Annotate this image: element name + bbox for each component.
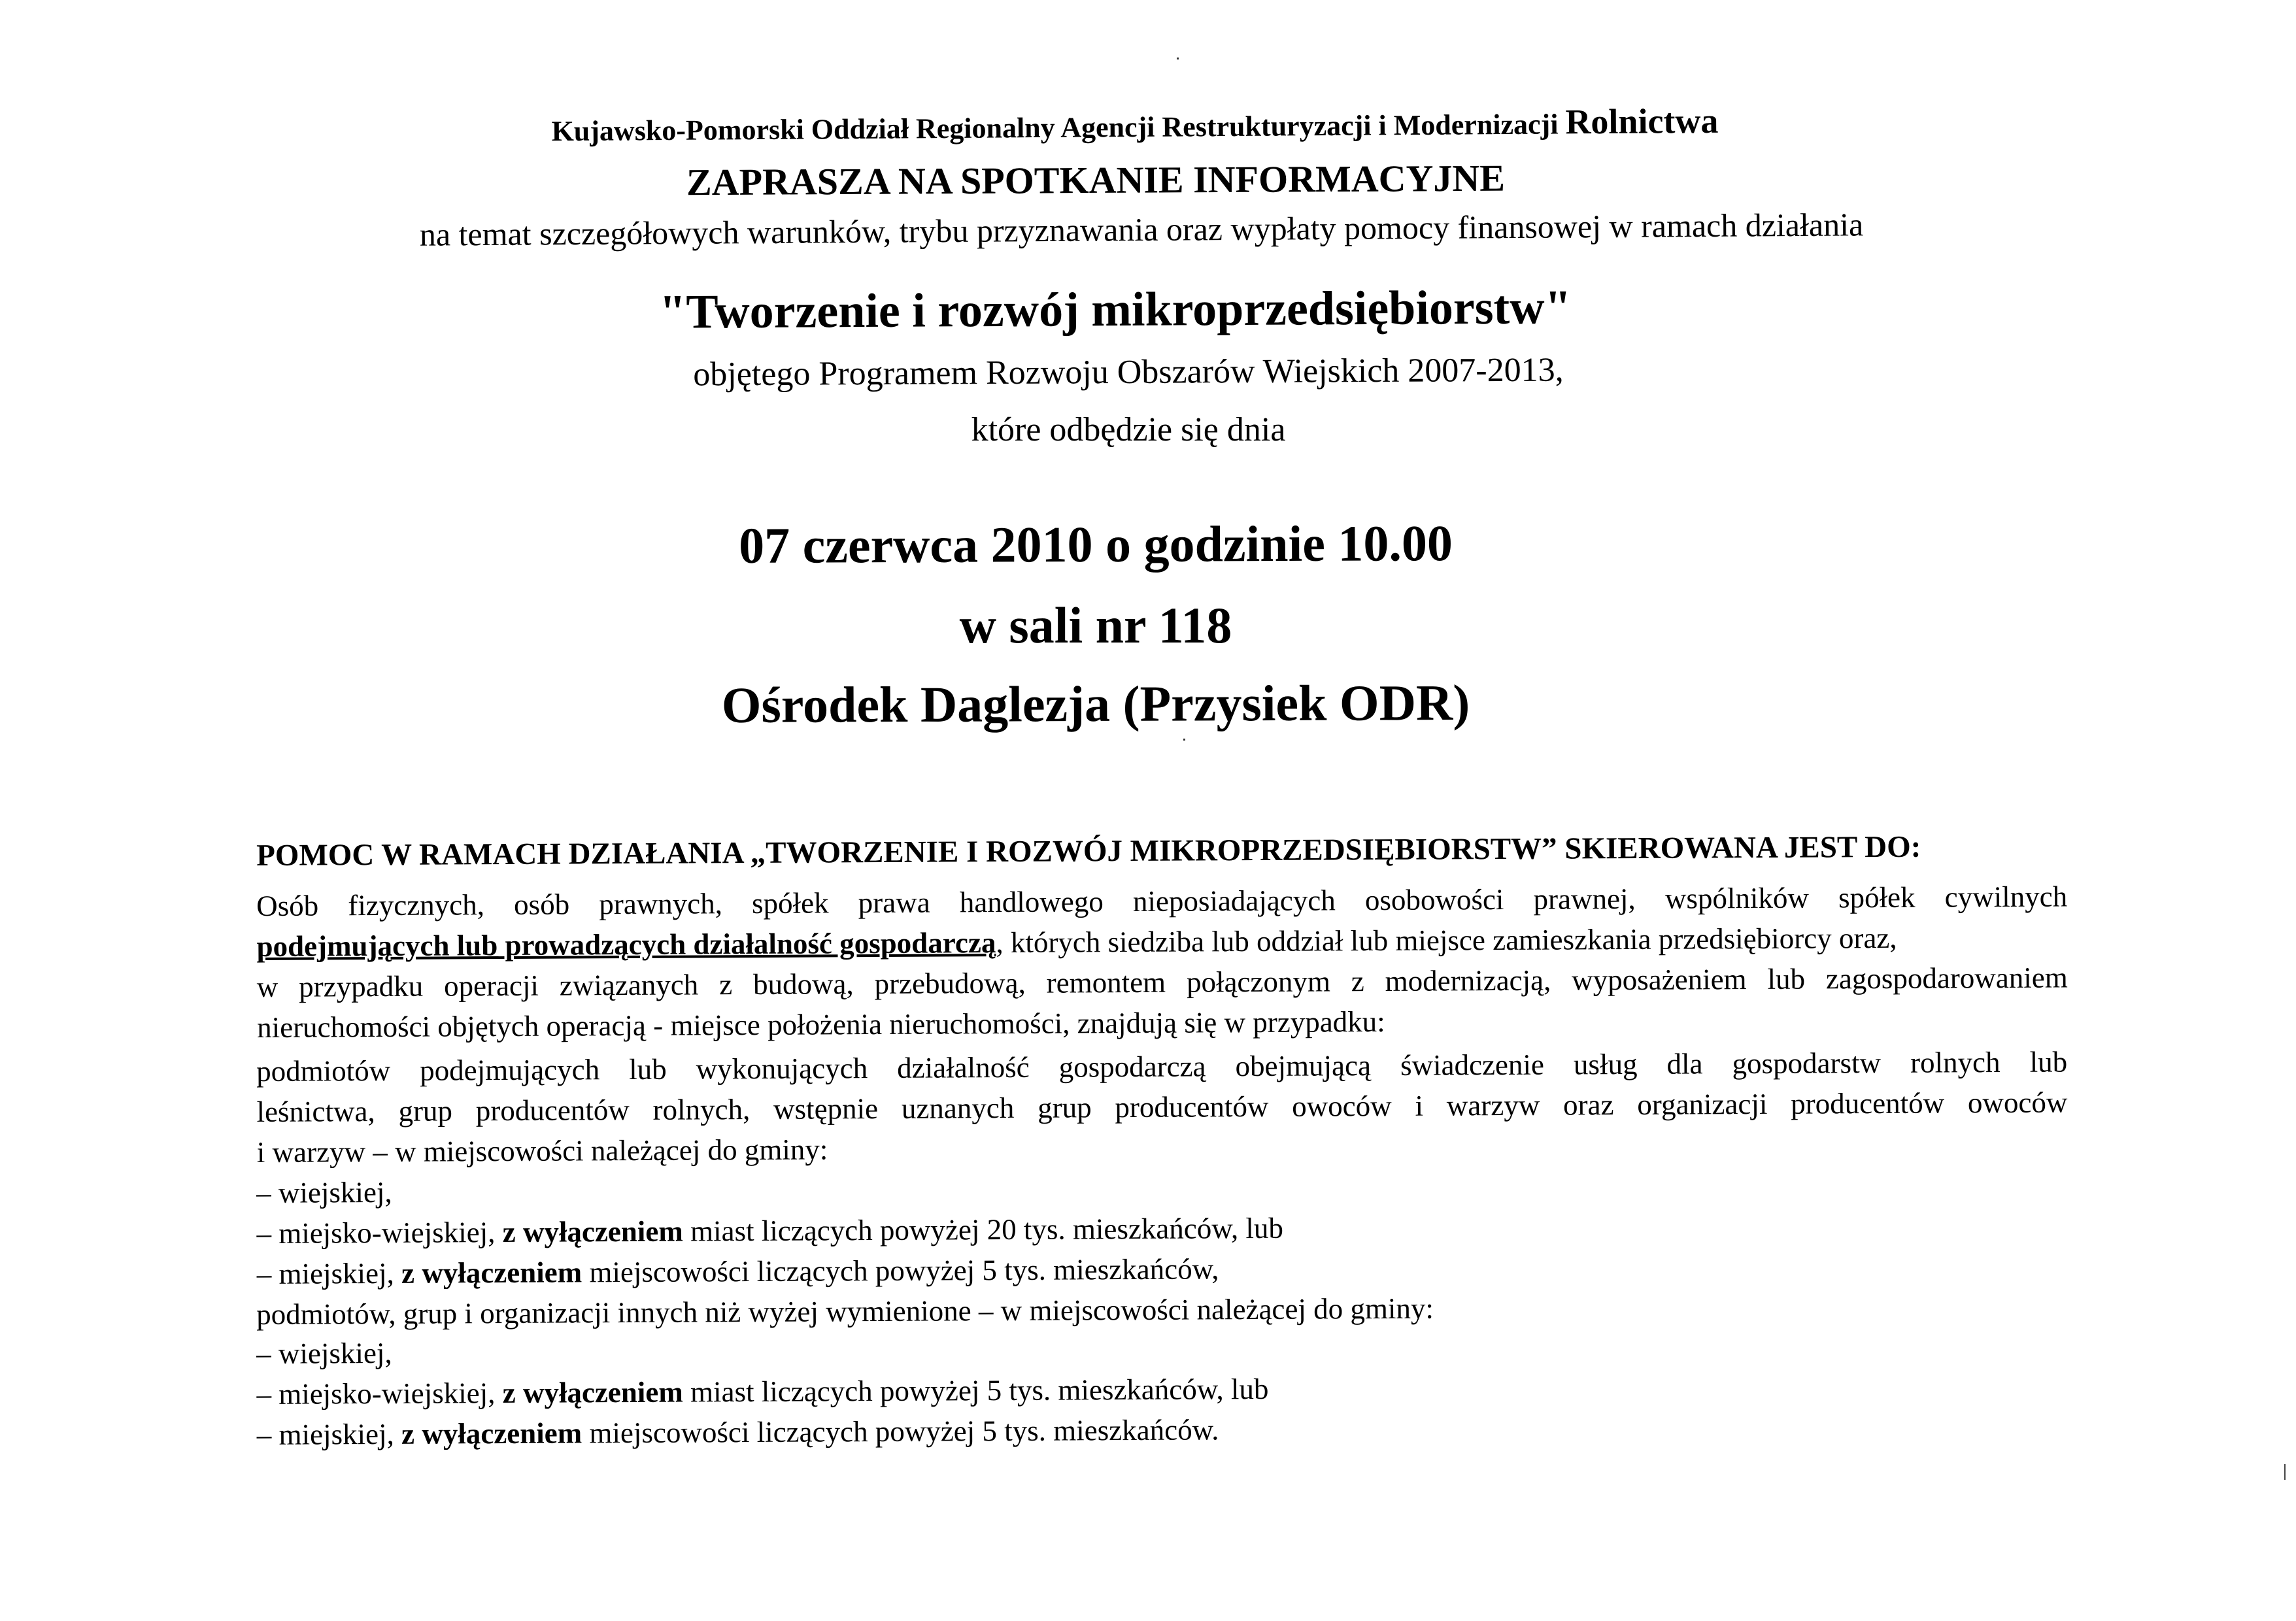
eligibility-paragraph-3: podmiotów, grup i organizacji innych niż wyżej wymienione – w miejscowości należącej do gminy: bbox=[256, 1292, 1434, 1331]
paragraph-1-line-3: w przypadku operacji związanych z budową, przebudową, remontem połączonym z modernizacją, wyposażeniem lub zagospodarowaniem bbox=[256, 961, 2068, 1003]
event-room: w sali nr 118 bbox=[959, 597, 1232, 654]
eligibility-heading: POMOC W RAMACH DZIAŁANIA „TWORZENIE I ROZWÓJ MIKROPRZEDSIĘBIORSTW” SKIEROWANA JEST DO: bbox=[256, 829, 1921, 873]
when-intro: które odbędzie się dnia bbox=[971, 411, 1286, 448]
list-item: – wiejskiej, bbox=[256, 1175, 392, 1209]
scan-speck bbox=[1177, 58, 1179, 59]
organization-name-last-word: Rolnictwa bbox=[1565, 101, 1719, 142]
paragraph-1-line-2-rest: , których siedziba lub oddział lub miejsce zamieszkania przedsiębiorcy oraz, bbox=[996, 921, 1897, 960]
paragraph-1-line-1: Osób fizycznych, osób prawnych, spółek prawa handlowego nieposiadających osobowości prawnej, wspólników spółek cywilnych bbox=[256, 880, 2068, 922]
paragraph-2-line-1: podmiotów podejmujących lub wykonujących działalność gospodarczą obejmującą świadczenie usług dla gospodarstw rolnych lub bbox=[256, 1045, 2068, 1088]
municipality-list-1 bbox=[256, 1163, 2068, 1294]
invitation-heading: ZAPRASZA NA SPOTKANIE INFORMACYJNE bbox=[686, 156, 1506, 204]
underlined-phrase: podejmujących lub prowadzących działalność gospodarczą bbox=[256, 926, 996, 963]
organization-name: Kujawsko-Pomorski Oddział Regionalny Agencji Restrukturyzacji i Modernizacji bbox=[551, 108, 1559, 148]
municipality-list-2 bbox=[256, 1324, 2068, 1455]
list-item: – miejsko-wiejskiej, z wyłączeniem miast liczących powyżej 5 tys. mieszkańców, lub bbox=[256, 1372, 1269, 1411]
paragraph-2-line-2: leśnictwa, grup producentów rolnych, wstępnie uznanych grup producentów owoców i warzyw oraz organizacji producentów owoców bbox=[256, 1086, 2068, 1128]
list-item: – miejskiej, z wyłączeniem miejscowości liczących powyżej 5 tys. mieszkańców. bbox=[256, 1413, 1219, 1451]
event-date-time: 07 czerwca 2010 o godzinie 10.00 bbox=[738, 514, 1453, 574]
program-line: objętego Programem Rozwoju Obszarów Wiejskich 2007-2013, bbox=[693, 351, 1564, 393]
paragraph-2-line-3: i warzyw – w miejscowości należącej do gminy: bbox=[256, 1133, 828, 1169]
scan-edge-mark bbox=[2284, 1464, 2286, 1480]
list-item: – miejsko-wiejskiej, z wyłączeniem miast liczących powyżej 20 tys. mieszkańców, lub bbox=[256, 1211, 1284, 1250]
eligibility-paragraph-2 bbox=[256, 1041, 2068, 1173]
event-venue: Ośrodek Daglezja (Przysiek ODR) bbox=[721, 674, 1470, 733]
topic-line: na temat szczegółowych warunków, trybu przyznawania oraz wypłaty pomocy finansowej w ramach działania bbox=[419, 206, 1864, 253]
organization-line bbox=[0, 97, 2283, 154]
scan-speck bbox=[1183, 739, 1185, 741]
list-item: – wiejskiej, bbox=[256, 1336, 392, 1370]
eligibility-paragraph-1 bbox=[256, 876, 2068, 1048]
list-item: – miejskiej, z wyłączeniem miejscowości liczących powyżej 5 tys. mieszkańców, bbox=[256, 1252, 1219, 1290]
measure-title: "Tworzenie i rozwój mikroprzedsiębiorstw" bbox=[659, 280, 1572, 339]
paragraph-1-line-4: nieruchomości objętych operacją - miejsce położenia nieruchomości, znajdują się w przypadku: bbox=[257, 1005, 1385, 1044]
